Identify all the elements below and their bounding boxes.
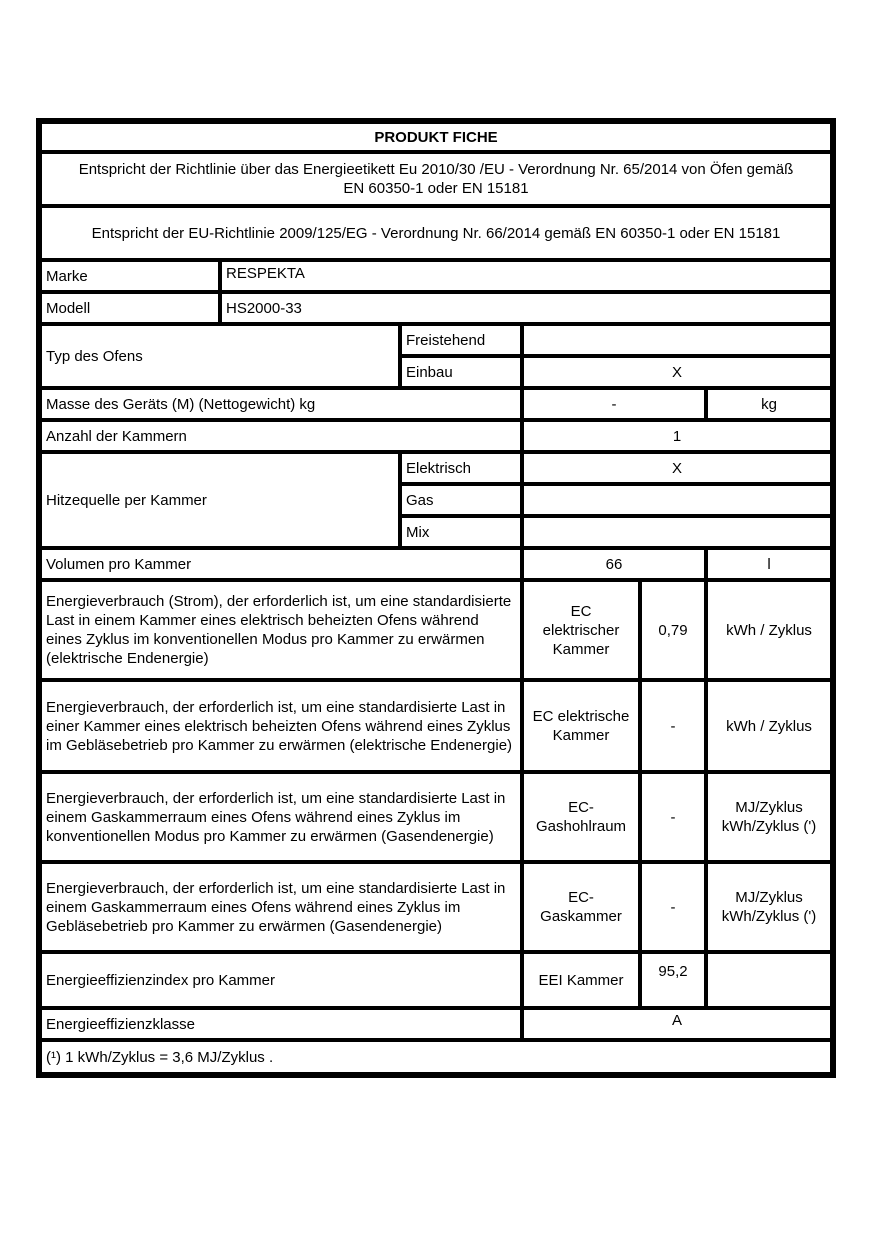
energy-row-1-unit: kWh / Zyklus — [708, 582, 830, 678]
energy-row-2-code: EC elektrische Kammer — [524, 682, 638, 770]
hitzequelle-gas-value — [524, 486, 830, 514]
energy-row-3-description — [42, 774, 520, 860]
page-title: PRODUKT FICHE — [42, 124, 830, 150]
ofentyp-freistehend-label: Freistehend — [402, 326, 520, 354]
kammern-value: 1 — [524, 422, 830, 450]
energy-row-1-value: 0,79 — [642, 582, 704, 678]
ofentyp-einbau-value: X — [524, 358, 830, 386]
volumen-label: Volumen pro Kammer — [42, 550, 520, 578]
energy-row-3-value: - — [642, 774, 704, 860]
hitzequelle-elektrisch-value: X — [524, 454, 830, 482]
eei-value: 95,2 — [642, 954, 704, 1006]
energy-row-3-code: EC-Gashohlraum — [524, 774, 638, 860]
eei-label: Energieeffizienzindex pro Kammer — [42, 954, 520, 1006]
masse-value: - — [524, 390, 704, 418]
energy-row-4-value: - — [642, 864, 704, 950]
energy-row-2-value: - — [642, 682, 704, 770]
directive-2009-125: Entspricht der EU-Richtlinie 2009/125/EG - Verordnung Nr. 66/2014 gemäß EN 60350-1 oder EN 15181 — [42, 208, 830, 258]
modell-value: HS2000-33 — [222, 294, 830, 322]
marke-value: RESPEKTA — [222, 262, 830, 290]
eei-code: EEI Kammer — [524, 954, 638, 1006]
energy-row-2-description — [42, 682, 520, 770]
ofentyp-freistehend-value — [524, 326, 830, 354]
footnote: (¹) 1 kWh/Zyklus = 3,6 MJ/Zyklus . — [42, 1042, 830, 1072]
volumen-value: 66 — [524, 550, 704, 578]
hitzequelle-gas-label: Gas — [402, 486, 520, 514]
energy-row-3-text: Energieverbrauch, der erforderlich ist, um eine standardisierte Last in einem Gaskammerraum eines Ofens während eines Zyklus im konventionellen Modus pro Kammer zu erwärmen (Gasendenergie) — [46, 789, 506, 845]
ofentyp-einbau-label: Einbau — [402, 358, 520, 386]
marke-label: Marke — [42, 262, 218, 290]
energy-row-1-text: Energieverbrauch (Strom), der erforderlich ist, um eine standardisierte Last in einem Kammer eines elektrisch beheizten Ofens während eines Zyklus im konventionellen Modus pro Kammer zu erwärmen (elektrische Endenergie) — [46, 593, 512, 667]
energy-row-1-description — [42, 582, 520, 678]
energy-row-4-unit: MJ/Zyklus kWh/Zyklus (') — [708, 864, 830, 950]
eei-empty-cell — [708, 954, 830, 1006]
energy-row-4-description — [42, 864, 520, 950]
energy-row-3-unit: MJ/Zyklus kWh/Zyklus (') — [708, 774, 830, 860]
energy-row-4-code: EC-Gaskammer — [524, 864, 638, 950]
energy-row-2-text: Energieverbrauch, der erforderlich ist, um eine standardisierte Last in einer Kammer eines elektrisch beheizten Ofens während eines Zyklus im Gebläsebetrieb pro Kammer zu erwärmen (elektrische Endenergie) — [46, 698, 513, 754]
klasse-value: A — [524, 1010, 830, 1038]
hitzequelle-mix-value — [524, 518, 830, 546]
klasse-label: Energieeffizienzklasse — [42, 1010, 520, 1038]
energy-row-1-code: EC elektrischer Kammer — [524, 582, 638, 678]
masse-unit: kg — [708, 390, 830, 418]
ofentyp-label: Typ des Ofens — [42, 326, 398, 386]
energy-row-2-unit: kWh / Zyklus — [708, 682, 830, 770]
hitzequelle-elektrisch-label: Elektrisch — [402, 454, 520, 482]
hitzequelle-mix-label: Mix — [402, 518, 520, 546]
kammern-label: Anzahl der Kammern — [42, 422, 520, 450]
masse-label: Masse des Geräts (M) (Nettogewicht) kg — [42, 390, 520, 418]
energy-row-4-text: Energieverbrauch, der erforderlich ist, um eine standardisierte Last in einem Gaskammerraum eines Ofens während eines Zyklus im Gebläsebetrieb pro Kammer zu erwärmen (Gasendenergie) — [46, 879, 506, 935]
volumen-unit: l — [708, 550, 830, 578]
directive-2010-30: Entspricht der Richtlinie über das Energieetikett Eu 2010/30 /EU - Verordnung Nr. 65/2014 von Öfen gemäß EN 60350-1 oder EN 15181 — [42, 154, 830, 204]
hitzequelle-label: Hitzequelle per Kammer — [42, 454, 398, 546]
product-fiche-table — [36, 118, 836, 1078]
modell-label: Modell — [42, 294, 218, 322]
